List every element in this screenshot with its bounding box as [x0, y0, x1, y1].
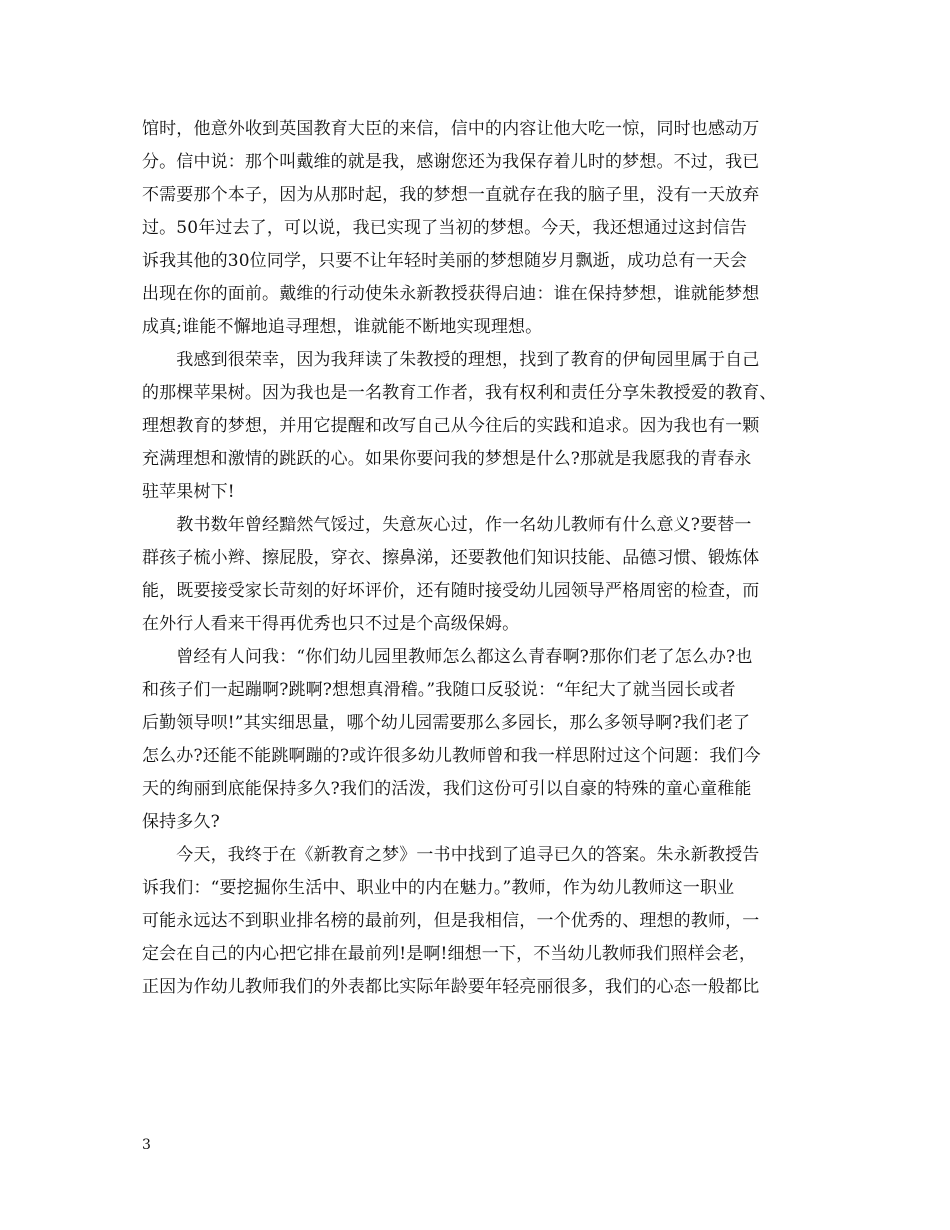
text-line-6: 出现在你的面前。戴维的行动使朱永新教授获得启迪：谁在保持梦想，谁就能梦想 — [142, 284, 760, 304]
text-line-12: 驻苹果树下! — [142, 482, 235, 502]
text-line-16: 在外行人看来干得再优秀也只不过是个高级保姆。 — [142, 614, 520, 634]
text-line-25: 可能永远达不到职业排名榜的最前列，但是我相信，一个优秀的、理想的教师，一 — [142, 911, 760, 931]
page-number: 3 — [142, 1137, 151, 1153]
text-line-22: 保持多久? — [142, 812, 220, 832]
text-line-7: 成真;谁能不懈地追寻理想，谁就能不断地实现理想。 — [142, 317, 543, 337]
body-text — [142, 113, 810, 1004]
text-line-9: 的那棵苹果树。因为我也是一名教育工作者，我有权利和责任分享朱教授爱的教育、 — [142, 383, 777, 403]
text-line-3: 不需要那个本子，因为从那时起，我的梦想一直就存在我的脑子里，没有一天放弃 — [142, 185, 760, 205]
text-line-10: 理想教育的梦想，并用它提醒和改写自己从今往后的实践和追求。因为我也有一颗 — [142, 416, 760, 436]
text-line-1: 馆时，他意外收到英国教育大臣的来信，信中的内容让他大吃一惊，同时也感动万 — [142, 119, 760, 139]
text-line-23: 今天，我终于在《新教育之梦》一书中找到了追寻已久的答案。朱永新教授告 — [142, 845, 760, 865]
text-line-14: 群孩子梳小辫、擦屁股，穿衣、擦鼻涕，还要教他们知识技能、品德习惯、锻炼体 — [142, 548, 760, 568]
text-line-20: 怎么办?还能不能跳啊蹦的?或许很多幼儿教师曾和我一样思附过这个问题：我们今 — [142, 746, 761, 766]
text-line-19: 后勤领导呗!”其实细思量，哪个幼儿园需要那么多园长，那么多领导啊?我们老了 — [142, 713, 751, 733]
text-line-24: 诉我们：“要挖掘你生活中、职业中的内在魅力。”教师，作为幼儿教师这一职业 — [142, 878, 735, 898]
text-line-17: 曾经有人问我：“你们幼儿园里教师怎么都这么青春啊?那你们老了怎么办?也 — [142, 647, 753, 667]
text-line-26: 定会在自己的内心把它排在最前列!是啊!细想一下，不当幼儿教师我们照样会老， — [142, 944, 757, 964]
text-line-2: 分。信中说：那个叫戴维的就是我，感谢您还为我保存着儿时的梦想。不过，我已 — [142, 152, 760, 172]
text-line-11: 充满理想和激情的跳跃的心。如果你要问我的梦想是什么?那就是我愿我的青春永 — [142, 449, 752, 469]
text-line-5: 诉我其他的30位同学，只要不让年轻时美丽的梦想随岁月飘逝，成功总有一天会 — [142, 251, 748, 271]
text-line-4: 过。50年过去了，可以说，我已实现了当初的梦想。今天，我还想通过这封信告 — [142, 218, 748, 238]
text-line-21: 天的绚丽到底能保持多久?我们的活泼，我们这份可引以自豪的特殊的童心童稚能 — [142, 779, 752, 799]
text-line-18: 和孩子们一起蹦啊?跳啊?想想真滑稽。”我随口反驳说：“年纪大了就当园长或者 — [142, 680, 736, 700]
text-line-8: 我感到很荣幸，因为我拜读了朱教授的理想，找到了教育的伊甸园里属于自己 — [142, 350, 760, 370]
text-line-15: 能，既要接受家长苛刻的好坏评价，还有随时接受幼儿园领导严格周密的检查，而 — [142, 581, 760, 601]
text-line-27: 正因为作幼儿教师我们的外表都比实际年龄要年轻亮丽很多，我们的心态一般都比 — [142, 977, 760, 997]
text-line-13: 教书数年曾经黯然气馁过，失意灰心过，作一名幼儿教师有什么意义?要替一 — [142, 515, 752, 535]
